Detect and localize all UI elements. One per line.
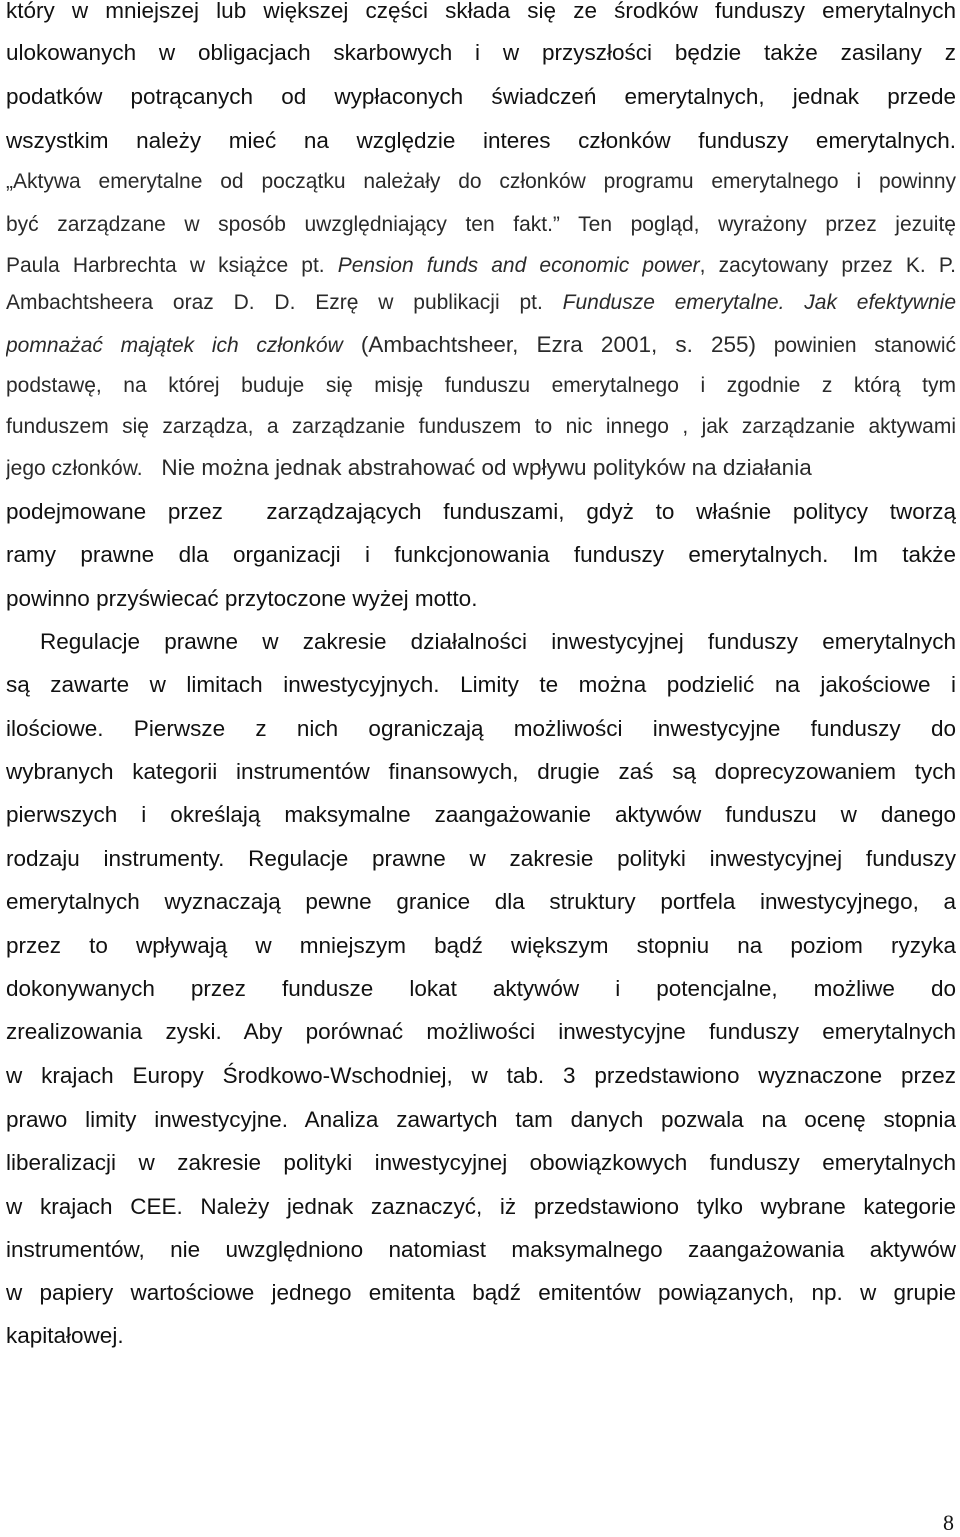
text-line: w papiery wartościowe jednego emitenta bądź emitentów powiązanych, np. w grupie bbox=[6, 1280, 956, 1305]
text-line: liberalizacji w zakresie polityki inwestycyjnej obowiązkowych funduszy emerytalnych bbox=[6, 1150, 956, 1175]
book-title: Pension funds and economic power bbox=[337, 254, 700, 277]
text-line: ramy prawne dla organizacji i funkcjonowania funduszy emerytalnych. Im także bbox=[6, 542, 956, 567]
paragraph-first-line: Regulacje prawne w zakresie działalności inwestycyjnej funduszy emerytalnych bbox=[40, 629, 956, 654]
text-line: ilościowe. Pierwsze z nich ograniczają możliwości inwestycyjne funduszy do bbox=[6, 716, 956, 741]
quote-line: być zarządzane w sposób uwzględniający ten fakt.” Ten pogląd, wyrażony przez jezuitę bbox=[6, 213, 956, 236]
quote-line: funduszem się zarządza, a zarządzanie funduszem to nic innego , jak zarządzanie aktywami bbox=[6, 415, 956, 438]
publication-title: Fundusze emerytalne. Jak efektywnie bbox=[562, 291, 956, 314]
text-line: kapitałowej. bbox=[6, 1323, 124, 1348]
quote-line: jego członków. Nie można jednak abstrahować od wpływu polityków na działania bbox=[6, 455, 812, 480]
text-line: dokonywanych przez fundusze lokat aktywów i potencjalne, możliwe do bbox=[6, 976, 956, 1001]
text-line: rodzaju instrumenty. Regulacje prawne w zakresie polityki inwestycyjnej funduszy bbox=[6, 846, 956, 871]
text-line: podejmowane przez zarządzających funduszami, gdyż to właśnie politycy tworzą bbox=[6, 499, 956, 524]
text-line: w krajach Europy Środkowo-Wschodniej, w tab. 3 przedstawiono wyznaczone przez bbox=[6, 1063, 956, 1088]
text-line: ulokowanych w obligacjach skarbowych i w przyszłości będzie także zasilany z bbox=[6, 40, 956, 65]
text-line: zrealizowania zyski. Aby porównać możliwości inwestycyjne funduszy emerytalnych bbox=[6, 1019, 956, 1044]
quote-line: Ambachtsheera oraz D. D. Ezrę w publikacji pt. Fundusze emerytalne. Jak efektywnie bbox=[6, 291, 956, 314]
quote-line: pomnażać majątek ich członków (Ambachtsheer, Ezra 2001, s. 255) powinien stanowić bbox=[6, 332, 956, 357]
text-line: prawo limity inwestycyjne. Analiza zawartych tam danych pozwala na ocenę stopnia bbox=[6, 1107, 956, 1132]
text-line: emerytalnych wyznaczają pewne granice dla struktury portfela inwestycyjnego, a bbox=[6, 889, 956, 914]
quote-line: „Aktywa emerytalne od początku należały do członków programu emerytalnego i powinny bbox=[6, 170, 956, 193]
text-line: podatków potrącanych od wypłaconych świadczeń emerytalnych, jednak przede bbox=[6, 84, 956, 109]
quote-line: podstawę, na której buduje się misję funduszu emerytalnego i zgodnie z którą tym bbox=[6, 374, 956, 397]
text-line: przez to wpływają w mniejszym bądź większym stopniu na poziom ryzyka bbox=[6, 933, 956, 958]
text-line: powinno przyświecać przytoczone wyżej motto. bbox=[6, 586, 478, 611]
text-line: instrumentów, nie uwzględniono natomiast maksymalnego zaangażowania aktywów bbox=[6, 1237, 956, 1262]
text-line: są zawarte w limitach inwestycyjnych. Limity te można podzielić na jakościowe i bbox=[6, 672, 956, 697]
page-number: 8 bbox=[943, 1510, 954, 1535]
text-line: w krajach CEE. Należy jednak zaznaczyć, iż przedstawiono tylko wybrane kategorie bbox=[6, 1194, 956, 1219]
quote-line: Paula Harbrechta w książce pt. Pension funds and economic power, zacytowany przez K. P. bbox=[6, 254, 956, 277]
text-line: pierwszych i określają maksymalne zaangażowanie aktywów funduszu w danego bbox=[6, 802, 956, 827]
text-line: wybranych kategorii instrumentów finansowych, drugie zaś są doprecyzowaniem tych bbox=[6, 759, 956, 784]
publication-title-cont: pomnażać majątek ich członków bbox=[6, 334, 343, 357]
text-line: wszystkim należy mieć na względzie interes członków funduszy emerytalnych. bbox=[6, 128, 956, 153]
text-line: który w mniejszej lub większej części składa się ze środków funduszy emerytalnych bbox=[6, 0, 956, 23]
citation: (Ambachtsheer, Ezra 2001, s. 255) bbox=[342, 332, 756, 357]
